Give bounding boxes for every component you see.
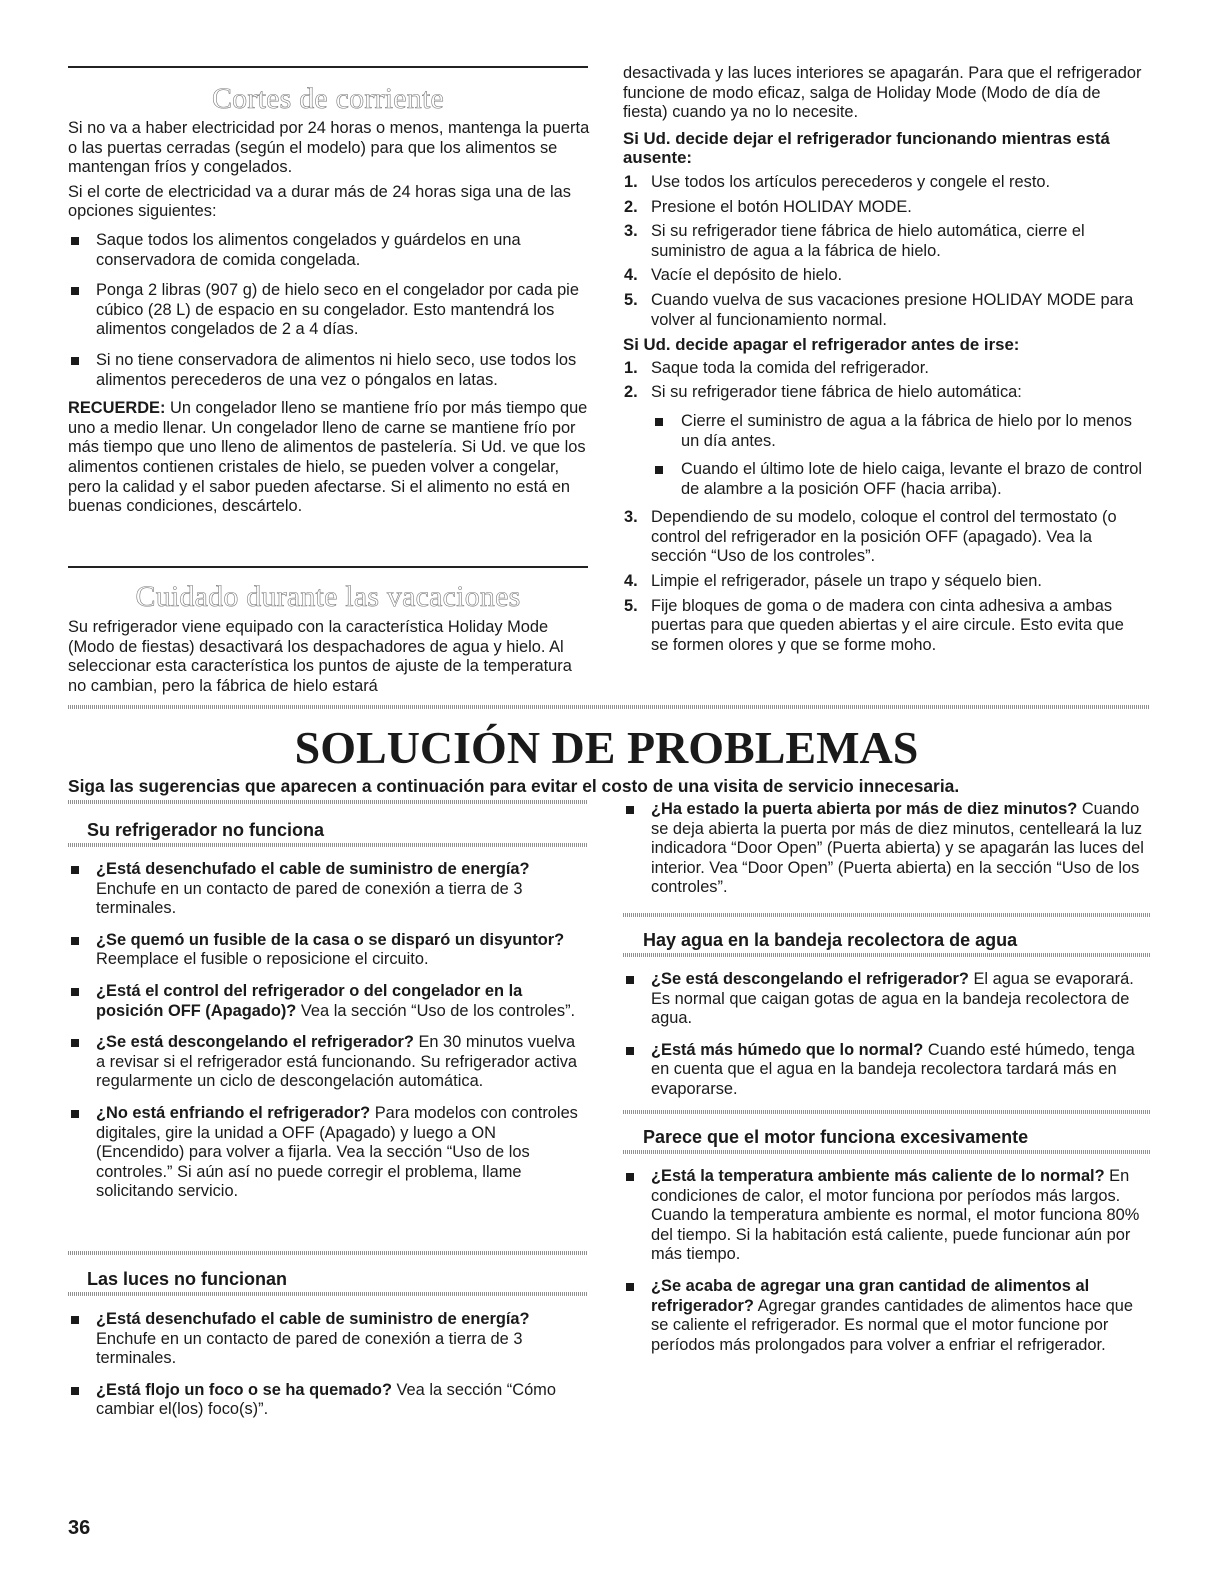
vacation-paragraph: Su refrigerador viene equipado con la característica Holiday Mode (Modo de fiestas) desactivará los despachadores de agua y hielo. Al seleccionar esta característica los puntos de ajuste de la temperatura no cambian, pero la fábrica de hielo estará xyxy=(68,618,572,695)
sec2-rule-bottom xyxy=(68,1292,588,1296)
section-divider xyxy=(68,705,1150,709)
list-item: 4. Limpie el refrigerador, pásele un trapo y séquelo bien. xyxy=(624,572,1042,591)
sec4-rule-bottom xyxy=(623,1150,1150,1154)
list-item: 3. Si su refrigerador tiene fábrica de hielo automática, cierre el suministro de agua a la fábrica de hielo. xyxy=(624,222,1085,260)
door-open-list xyxy=(623,800,1148,898)
holiday-paragraph: desactivada y las luces interiores se apagarán. Para que el refrigerador funcione de modo eficaz, salga de Holiday Mode (Modo de día de fiesta) cuando ya no lo necesite. xyxy=(623,64,1142,122)
vacation-rule xyxy=(68,566,588,568)
list-item: 4. Vacíe el depósito de hielo. xyxy=(624,266,843,285)
right-top-content xyxy=(623,64,1145,655)
outage-options-list xyxy=(68,231,590,390)
sec1-heading: Su refrigerador no funciona xyxy=(87,820,325,840)
list-item: 2. Presione el botón HOLIDAY MODE. xyxy=(624,197,912,216)
left-top-content xyxy=(68,119,590,517)
list-item: ¿No está enfriando el refrigerador? Para modelos con controles digitales, gire la unidad a OFF (Apagado) y luego a ON (Encendido) para volver a fijarla. Vea la sección “Uso de los controles.” Si aún así no puede corregir el problema, llame solicitando servicio. xyxy=(68,1104,588,1202)
sec1-list xyxy=(68,860,588,1202)
leave-running-heading: Si Ud. decide dejar el refrigerador funcionando mientras está ausente: xyxy=(623,128,1110,168)
sec1-rule-bottom xyxy=(68,843,588,847)
sec3-rule-top xyxy=(623,913,1150,917)
list-item: ¿Se acaba de agregar una gran cantidad de alimentos al refrigerador? Agregar grandes cantidades de alimentos hace que se caliente el refrigerador. Es normal que el motor funcione por períodos más prolongados para volver a enfriar el refrigerador. xyxy=(623,1277,1148,1355)
top-rule-left xyxy=(68,66,588,68)
sub-list-item: Cuando el último lote de hielo caiga, levante el brazo de control de alambre a la posición OFF (hacia arriba). xyxy=(623,460,1145,499)
list-item: 1. Saque toda la comida del refrigerador. xyxy=(624,358,929,377)
list-item: Si no tiene conservadora de alimentos ni hielo seco, use todos los alimentos perecederos de una vez o póngalos en latas. xyxy=(68,351,590,390)
vacation-heading: Cuidado durante las vacaciones xyxy=(135,580,521,613)
sec3-heading: Hay agua en la bandeja recolectora de agua xyxy=(643,930,1018,950)
list-item: Saque todos los alimentos congelados y guárdelos en una conservadora de comida congelada. xyxy=(68,231,590,270)
list-item: 5. Cuando vuelva de sus vacaciones presione HOLIDAY MODE para volver al funcionamiento normal. xyxy=(624,290,1134,329)
recuerde-paragraph xyxy=(68,399,590,517)
list-item: ¿Se está descongelando el refrigerador? El agua se evaporará. Es normal que caigan gotas de agua en la bandeja recolectora de agua. xyxy=(623,970,1148,1029)
list-item: ¿Está más húmedo que lo normal? Cuando esté húmedo, tenga en cuenta que el agua en la bandeja recolectora tardará más en evaporarse. xyxy=(623,1041,1148,1100)
list-item: ¿Se quemó un fusible de la casa o se disparó un disyuntor? Reemplace el fusible o reposicione el circuito. xyxy=(68,931,588,970)
list-item: 3. Dependiendo de su modelo, coloque el control del termostato (o control del refrigerador en la posición OFF (apagado). Vea la sección “Uso de los controles”. xyxy=(624,508,1117,566)
list-item: ¿Está el control del refrigerador o del congelador en la posición OFF (Apagado)? Vea la sección “Uso de los controles”. xyxy=(68,982,588,1021)
recuerde-text: Un congelador lleno se mantiene frío por más tiempo que uno a medio llenar. Un congelador lleno de carne se mantiene frío por más tiempo que uno lleno de alimentos de pastelería. Si Ud. ve que los alimentos contienen cristales de hielo, se pueden volver a congelar, pero la calidad y el sabor pueden afectarse. Si el alimento no está en buenas condiciones, descártelo. xyxy=(68,399,588,516)
sec4-rule-top xyxy=(623,1110,1150,1114)
turn-off-heading: Si Ud. decide apagar el refrigerador antes de irse: xyxy=(623,335,1020,355)
sec3-rule-bottom xyxy=(623,953,1150,957)
sec1-rule-top xyxy=(68,800,588,804)
power-outage-heading: Cortes de corriente xyxy=(211,82,445,115)
page-title: SOLUCIÓN DE PROBLEMAS xyxy=(294,722,919,773)
list-item: Ponga 2 libras (907 g) de hielo seco en el congelador por cada pie cúbico (28 L) de espacio en su congelador. Esto mantendrá los alimentos congelados de 2 a 4 días. xyxy=(68,281,590,340)
recuerde-label: RECUERDE: xyxy=(68,399,166,418)
list-item: ¿Se está descongelando el refrigerador? En 30 minutos vuelva a revisar si el refrigerador está funcionando. Su refrigerador activa regularmente un ciclo de descongelación automática. xyxy=(68,1033,588,1092)
page-subtitle: Siga las sugerencias que aparecen a continuación para evitar el costo de una visita de servicio innecesaria. xyxy=(68,776,960,796)
leave-running-list xyxy=(623,173,1145,330)
list-item: ¿Está flojo un foco o se ha quemado? Vea la sección “Cómo cambiar el(los) foco(s)”. xyxy=(68,1381,588,1420)
sec2-list xyxy=(68,1310,588,1420)
sec2-rule-top xyxy=(68,1251,588,1255)
list-item: 1. Use todos los artículos perecederos y congele el resto. xyxy=(624,172,1051,191)
list-item: ¿Está desenchufado el cable de suministro de energía? Enchufe en un contacto de pared de conexión a tierra de 3 terminales. xyxy=(68,1310,588,1369)
sec4-list xyxy=(623,1167,1148,1355)
turn-off-list xyxy=(623,359,1145,656)
sec3-list xyxy=(623,970,1148,1100)
list-item: ¿Ha estado la puerta abierta por más de diez minutos? Cuando se deja abierta la puerta por más de diez minutos, centelleará la luz indicadora “Door Open” (Puerta abierta) y se apagarán las luces del interior. Vea “Door Open” (Puerta abierta) en la sección “Uso de los controles”. xyxy=(623,800,1148,898)
list-item: 5. Fije bloques de goma o de madera con cinta adhesiva a ambas puertas para que queden abiertas y el aire circule. Esto evita que se formen olores y que se forme moho. xyxy=(624,596,1124,654)
list-item: 2. Si su refrigerador tiene fábrica de hielo automática: xyxy=(624,383,1022,402)
sec2-heading: Las luces no funcionan xyxy=(87,1269,288,1289)
outage-paragraph-1: Si no va a haber electricidad por 24 horas o menos, mantenga la puerta o las puertas cerradas (según el modelo) para que los alimentos se mantengan fríos y congelados. xyxy=(68,119,590,177)
outage-paragraph-2: Si el corte de electricidad va a durar más de 24 horas siga una de las opciones siguientes: xyxy=(68,182,571,221)
sub-list-item: Cierre el suministro de agua a la fábrica de hielo por lo menos un día antes. xyxy=(623,412,1145,451)
list-item: ¿Está la temperatura ambiente más caliente de lo normal? En condiciones de calor, el motor funciona por períodos más largos. Cuando la temperatura ambiente es normal, el motor funciona 80% del tiempo. Si la habitación está caliente, puede funcionar aún por más tiempo. xyxy=(623,1167,1148,1265)
list-item: ¿Está desenchufado el cable de suministro de energía? Enchufe en un contacto de pared de conexión a tierra de 3 terminales. xyxy=(68,860,588,919)
sec4-heading: Parece que el motor funciona excesivamente xyxy=(643,1127,1029,1147)
page-number: 36 xyxy=(68,1517,91,1539)
